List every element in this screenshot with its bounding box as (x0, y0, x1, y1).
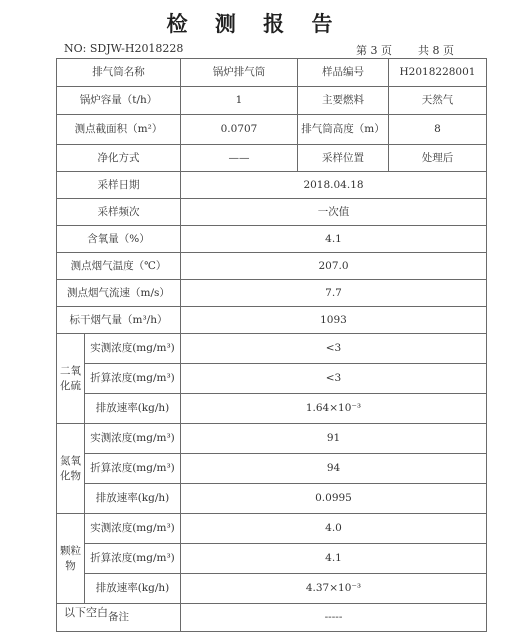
report-number: NO: SDJW-H2018228 (64, 42, 184, 55)
purify-label: 净化方式 (57, 145, 181, 172)
nox-measured: 91 (181, 424, 487, 454)
area-label: 测点截面积（m²） (57, 115, 181, 145)
rate-label: 排放速率(kg/h) (85, 394, 181, 424)
temp-value: 207.0 (181, 253, 487, 280)
measured-label: 实测浓度(mg/m³) (85, 424, 181, 454)
converted-label: 折算浓度(mg/m³) (85, 544, 181, 574)
converted-label: 折算浓度(mg/m³) (85, 454, 181, 484)
table-row (57, 172, 487, 199)
nox-rate: 0.0995 (181, 484, 487, 514)
table-row (57, 574, 487, 604)
stack-name-label: 排气筒名称 (57, 59, 181, 87)
freq-label: 采样频次 (57, 199, 181, 226)
date-label: 采样日期 (57, 172, 181, 199)
purify-value: —— (181, 145, 298, 172)
remark-label: 备注 (57, 604, 181, 632)
table-row (57, 59, 487, 87)
rate-label: 排放速率(kg/h) (85, 484, 181, 514)
table-row (57, 424, 487, 454)
table-row (57, 334, 487, 364)
std-value: 1093 (181, 307, 487, 334)
table-row (57, 364, 487, 394)
height-label: 排气筒高度（m） (298, 115, 389, 145)
pm-measured: 4.0 (181, 514, 487, 544)
table-row (57, 484, 487, 514)
date-value: 2018.04.18 (181, 172, 487, 199)
pm-converted: 4.1 (181, 544, 487, 574)
position-value: 处理后 (389, 145, 487, 172)
table-row (57, 394, 487, 424)
table-row (57, 115, 487, 145)
report-meta (0, 42, 509, 56)
o2-value: 4.1 (181, 226, 487, 253)
measured-label: 实测浓度(mg/m³) (85, 514, 181, 544)
group-name-so2: 二氧化硫 (57, 334, 85, 424)
o2-label: 含氧量（%） (57, 226, 181, 253)
sample-no-label: 样品编号 (298, 59, 389, 87)
table-row (57, 87, 487, 115)
std-label: 标干烟气量（m³/h） (57, 307, 181, 334)
capacity-value: 1 (181, 87, 298, 115)
height-value: 8 (389, 115, 487, 145)
table-row (57, 544, 487, 574)
table-row (57, 604, 487, 632)
table-row (57, 253, 487, 280)
group-name-pm: 颗粒物 (57, 514, 85, 604)
position-label: 采样位置 (298, 145, 389, 172)
fuel-value: 天然气 (389, 87, 487, 115)
table-row (57, 226, 487, 253)
freq-value: 一次值 (181, 199, 487, 226)
stack-name-value: 锅炉排气筒 (181, 59, 298, 87)
fuel-label: 主要燃料 (298, 87, 389, 115)
capacity-label: 锅炉容量（t/h） (57, 87, 181, 115)
table-row (57, 514, 487, 544)
temp-label: 测点烟气温度（℃） (57, 253, 181, 280)
so2-converted: <3 (181, 364, 487, 394)
rate-label: 排放速率(kg/h) (85, 574, 181, 604)
report-title: 检 测 报 告 (166, 11, 343, 36)
table-row (57, 199, 487, 226)
group-name-nox: 氮氧化物 (57, 424, 85, 514)
so2-measured: <3 (181, 334, 487, 364)
page-total: 共 8 页 (418, 44, 454, 57)
so2-rate: 1.64×10⁻³ (181, 394, 487, 424)
flow-value: 7.7 (181, 280, 487, 307)
pm-rate: 4.37×10⁻³ (181, 574, 487, 604)
page-number: 第 3 页 (356, 44, 392, 57)
converted-label: 折算浓度(mg/m³) (85, 364, 181, 394)
table-row (57, 454, 487, 484)
sample-no-value: H2018228001 (389, 59, 487, 87)
report-table (56, 58, 487, 632)
remark-value: ----- (181, 604, 487, 632)
footer-note: 以下空白 (64, 606, 108, 619)
table-row (57, 145, 487, 172)
measured-label: 实测浓度(mg/m³) (85, 334, 181, 364)
nox-converted: 94 (181, 454, 487, 484)
flow-label: 测点烟气流速（m/s） (57, 280, 181, 307)
table-row (57, 280, 487, 307)
area-value: 0.0707 (181, 115, 298, 145)
table-row (57, 307, 487, 334)
